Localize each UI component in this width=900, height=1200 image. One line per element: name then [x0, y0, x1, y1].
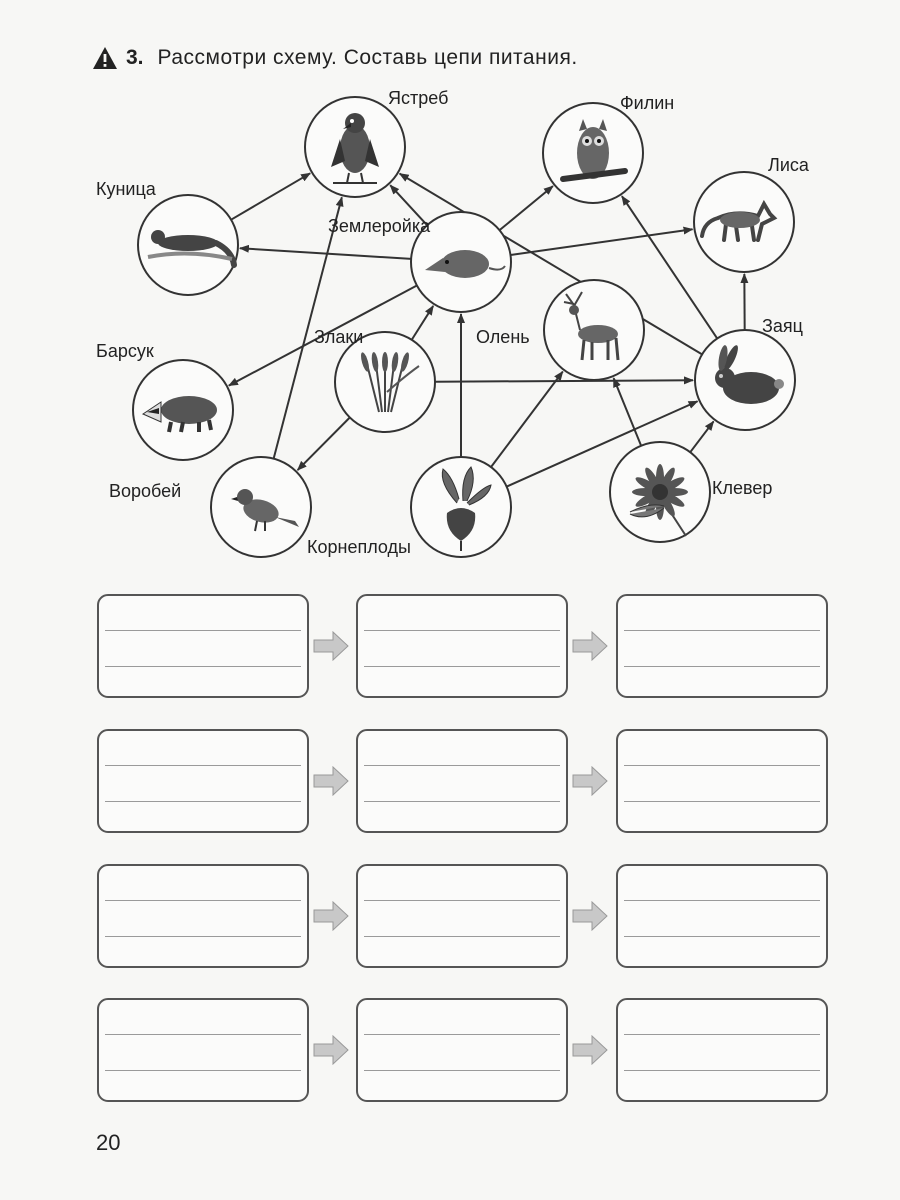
writing-line: [105, 765, 301, 766]
node-grain: [314, 327, 435, 432]
right-arrow-icon: [313, 901, 349, 931]
task-instruction: Рассмотри схему. Составь цепи питания.: [157, 46, 578, 69]
node-owl: [543, 93, 674, 203]
node-grain-label: Злаки: [314, 327, 364, 347]
node-badger-label: Барсук: [96, 341, 154, 361]
writing-line: [105, 936, 301, 937]
node-deer-label: Олень: [476, 327, 530, 347]
edge-clover-to-deer: [614, 378, 642, 446]
node-fox-label: Лиса: [768, 155, 809, 175]
answer-box-r2-c3[interactable]: [616, 729, 828, 833]
writing-line: [105, 1034, 301, 1035]
edge-grain-to-hare: [435, 380, 693, 381]
node-hawk: [305, 88, 448, 197]
writing-line: [364, 1070, 560, 1071]
food-web-diagram: [0, 0, 900, 580]
writing-line: [105, 900, 301, 901]
right-arrow-icon: [572, 631, 608, 661]
writing-line: [105, 1070, 301, 1071]
writing-line: [364, 1034, 560, 1035]
node-hare-label: Заяц: [762, 316, 803, 336]
right-arrow-icon: [313, 631, 349, 661]
writing-line: [105, 630, 301, 631]
answer-box-r2-c1[interactable]: [97, 729, 309, 833]
answer-box-r1-c1[interactable]: [97, 594, 309, 698]
node-sparrow: [109, 457, 311, 557]
answer-box-r1-c3[interactable]: [616, 594, 828, 698]
writing-line: [624, 1034, 820, 1035]
node-sparrow-label: Воробей: [109, 481, 182, 501]
answer-box-r3-c1[interactable]: [97, 864, 309, 968]
nodes-layer: [96, 88, 810, 557]
writing-line: [364, 936, 560, 937]
edge-roots-to-deer: [491, 372, 563, 467]
node-shrew-label: Землеройка: [328, 216, 431, 236]
node-roots: [307, 457, 511, 557]
writing-line: [364, 666, 560, 667]
edge-grain-to-shrew: [412, 306, 433, 340]
writing-line: [624, 900, 820, 901]
answer-box-r3-c2[interactable]: [356, 864, 568, 968]
answer-box-r2-c2[interactable]: [356, 729, 568, 833]
node-deer: [476, 280, 644, 380]
task-number: 3.: [126, 46, 144, 69]
edge-shrew-to-fox: [511, 229, 693, 255]
node-marten: [96, 179, 238, 295]
edge-shrew-to-owl: [500, 186, 553, 230]
writing-line: [624, 936, 820, 937]
answer-box-r1-c2[interactable]: [356, 594, 568, 698]
node-owl-label: Филин: [620, 93, 675, 113]
node-clover-label: Клевер: [712, 478, 773, 498]
node-marten-label: Куница: [96, 179, 156, 199]
edge-clover-to-hare: [690, 421, 713, 452]
writing-line: [624, 666, 820, 667]
right-arrow-icon: [572, 766, 608, 796]
writing-line: [364, 801, 560, 802]
writing-line: [105, 666, 301, 667]
writing-line: [364, 630, 560, 631]
node-shrew: [328, 212, 511, 312]
edge-marten-to-hawk: [231, 173, 310, 219]
node-fox: [694, 155, 810, 272]
writing-line: [364, 900, 560, 901]
writing-line: [105, 801, 301, 802]
edge-grain-to-sparrow: [298, 417, 350, 470]
right-arrow-icon: [572, 1035, 608, 1065]
answer-box-r4-c1[interactable]: [97, 998, 309, 1102]
right-arrow-icon: [313, 766, 349, 796]
answer-box-r4-c3[interactable]: [616, 998, 828, 1102]
writing-line: [624, 801, 820, 802]
node-roots-label: Корнеплоды: [307, 537, 411, 557]
node-badger: [96, 341, 233, 460]
answer-box-r3-c3[interactable]: [616, 864, 828, 968]
writing-line: [624, 765, 820, 766]
node-hawk-label: Ястреб: [388, 88, 449, 108]
writing-line: [624, 630, 820, 631]
page-number: 20: [96, 1130, 121, 1155]
right-arrow-icon: [313, 1035, 349, 1065]
right-arrow-icon: [572, 901, 608, 931]
answer-box-r4-c2[interactable]: [356, 998, 568, 1102]
writing-line: [364, 765, 560, 766]
writing-line: [624, 1070, 820, 1071]
node-clover: [610, 442, 772, 542]
node-hare: [695, 316, 803, 430]
